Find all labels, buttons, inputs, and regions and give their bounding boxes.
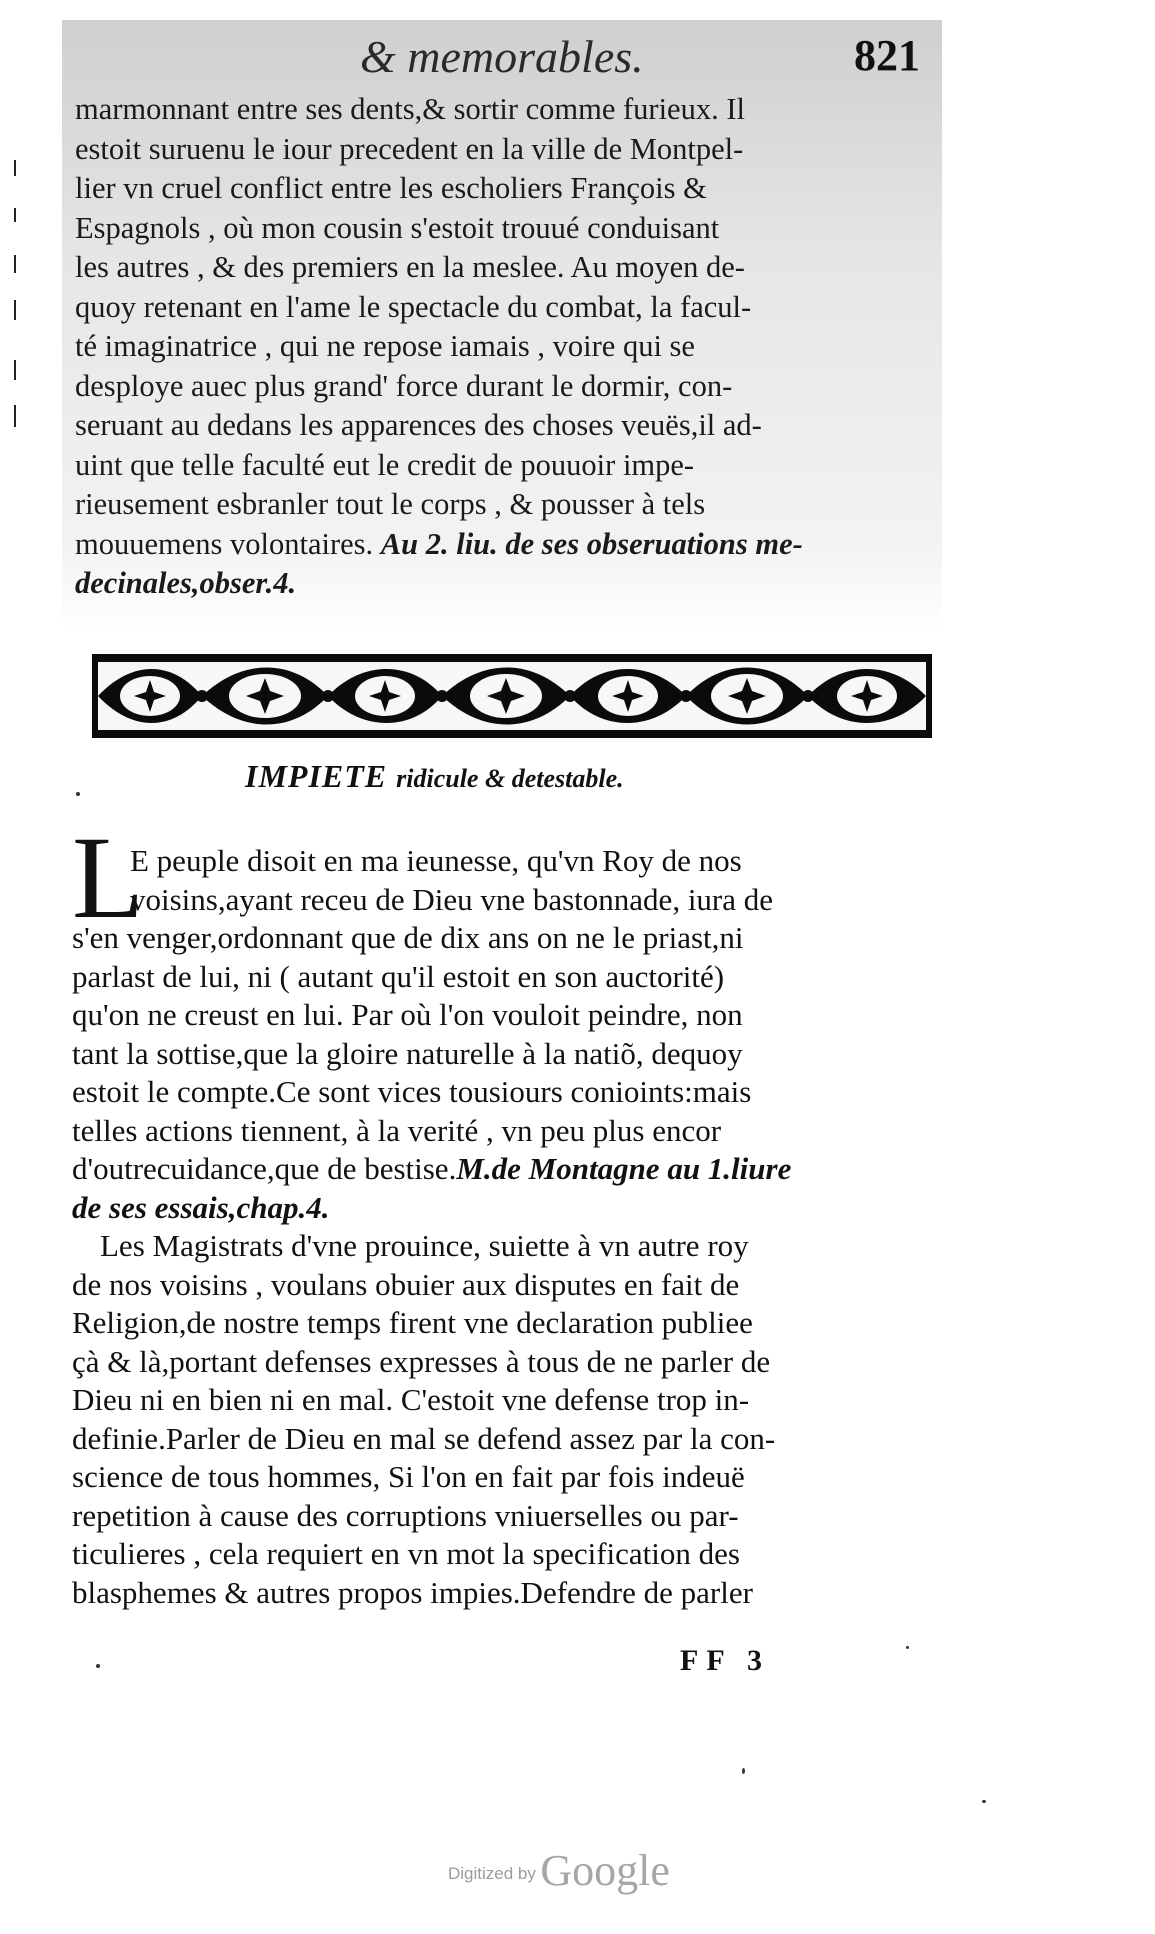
citation: de ses essais,chap.4.: [72, 1189, 330, 1225]
text-line: quoy retenant en l'ame le spectacle du combat, la facul-: [75, 289, 752, 324]
margin-marks: [10, 160, 22, 430]
ink-speck: [96, 1664, 100, 1668]
text-line: [75, 525, 930, 565]
text-line: s'en venger,ordonnant que de dix ans on ne le priast,ni: [72, 920, 744, 955]
text-line: repetition à cause des corruptions vniuerselles ou par-: [72, 1497, 739, 1533]
section-title: [245, 758, 845, 795]
drop-cap: L: [72, 812, 145, 943]
text-line: telles actions tiennent, à la verité , vn peu plus encor: [72, 1112, 722, 1148]
signature-mark: FF 3: [680, 1644, 771, 1677]
watermark-prefix: Digitized by: [448, 1864, 536, 1883]
text-line: lier vn cruel conflict entre les escholiers François &: [75, 171, 707, 205]
text-line: seruant au dedans les apparences des choses veuës,il ad-: [75, 408, 762, 442]
text-line: desploye auec plus grand' force durant le dormir, con-: [75, 368, 733, 403]
line-text: d'outrecuidance,que de bestise.: [72, 1151, 457, 1186]
text-line: té imaginatrice , qui ne repose iamais , voire qui se: [75, 329, 695, 363]
citation: M.de Montagne au 1.liure: [456, 1151, 792, 1186]
section-title-rest: ridicule & detestable.: [396, 764, 624, 793]
ink-speck: [982, 1800, 986, 1803]
text-line: science de tous hommes, Si l'on en fait par fois indeuë: [72, 1459, 745, 1494]
text-line: Dieu ni en bien ni en mal. C'estoit vne defense trop in-: [72, 1382, 750, 1417]
text-line: de nos voisins , voulans obuier aux disputes en fait de: [72, 1266, 740, 1302]
ornamental-band: [92, 650, 932, 742]
google-watermark: [448, 1845, 670, 1896]
ink-speck: [76, 792, 80, 796]
citation: Au 2. liu. de ses obseruations me-: [380, 526, 803, 561]
text-line: tant la sottise,que la gloire naturelle à la natiõ, dequoy: [72, 1035, 743, 1071]
text-line: [72, 1150, 932, 1189]
text-line: çà & là,portant defenses expresses à tous de ne parler de: [72, 1343, 771, 1379]
ink-speck: [906, 1646, 909, 1649]
text-line: blasphemes & autres propos impies.Defendre de parler: [72, 1574, 753, 1610]
text-line: parlast de lui, ni ( autant qu'il estoit en son auctorité): [72, 958, 725, 994]
text-line: Espagnols , où mon cousin s'estoit trouué conduisant: [75, 210, 720, 245]
running-title: & memorables.: [360, 31, 644, 82]
citation: decinales,obser.4.: [75, 566, 297, 600]
text-line: estoit le compte.Ce sont vices tousiours conioints:mais: [72, 1074, 752, 1109]
page-header: [360, 22, 920, 92]
text-line: rieusement esbranler tout le corps , & pousser à tels: [75, 487, 706, 521]
ink-speck: [742, 1768, 745, 1774]
body-text: [72, 842, 932, 1612]
text-line: Les Magistrats d'vne prouince, suiette à vn autre roy: [100, 1228, 749, 1263]
text-line: voisins,ayant receu de Dieu vne bastonnade, iura de: [130, 881, 774, 917]
text-line: Religion,de nostre temps firent vne declaration publiee: [72, 1305, 753, 1340]
text-line: uint que telle faculté eut le credit de pouuoir impe-: [75, 447, 695, 482]
text-line: ticulieres , cela requiert en vn mot la specification des: [72, 1536, 740, 1571]
page-number: 821: [854, 31, 920, 80]
text-line: definie.Parler de Dieu en mal se defend assez par la con-: [72, 1420, 776, 1456]
google-logo: Google: [540, 1846, 670, 1895]
line-text: mouuemens volontaires.: [75, 526, 374, 561]
text-line: estoit suruenu le iour precedent en la ville de Montpel-: [75, 131, 744, 166]
text-line: les autres , & des premiers en la meslee. Au moyen de-: [75, 250, 745, 284]
section-title-main: IMPIETE: [245, 758, 388, 794]
text-line: marmonnant entre ses dents,& sortir comme furieux. Il: [75, 92, 745, 126]
text-line: qu'on ne creust en lui. Par où l'on vouloit peindre, non: [72, 997, 743, 1032]
text-line: E peuple disoit en ma ieunesse, qu'vn Roy de nos: [130, 843, 742, 878]
top-paragraph: [75, 90, 930, 604]
